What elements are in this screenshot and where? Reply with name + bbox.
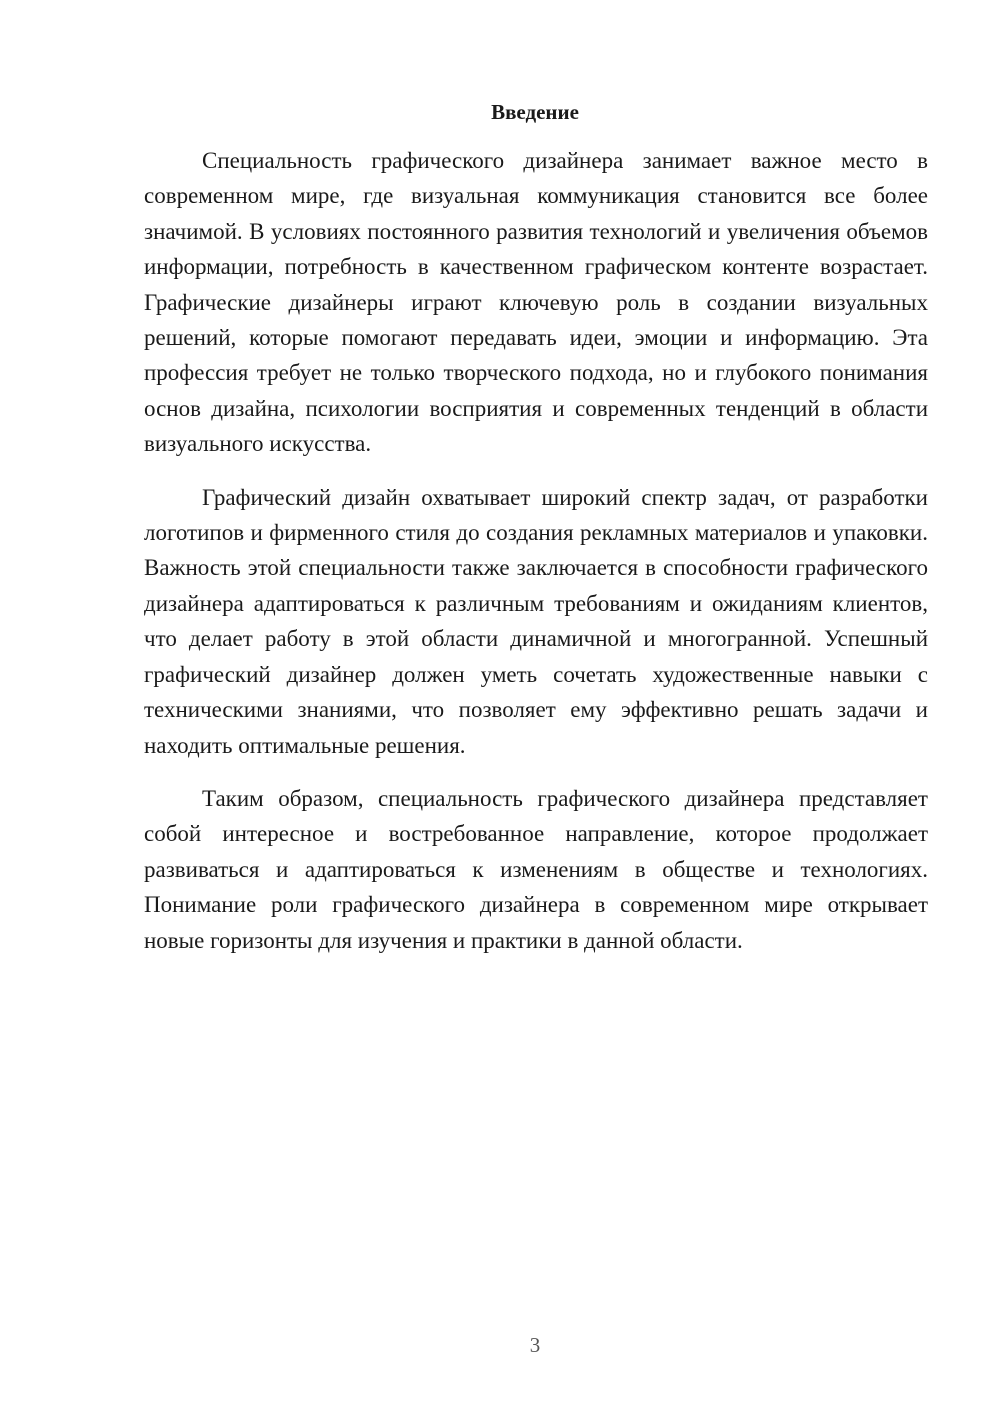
body-text: [144, 143, 928, 976]
page-title: Введение: [491, 100, 579, 124]
paragraph-1: Специальность графического дизайнера занимает важное место в современном мире, где визуальная коммуникация становится все более значимой. В условиях постоянного развития технологий и увеличения объемов информации, потребность в качественном графическом контенте возрастает. Графические дизайнеры играют ключевую роль в создании визуальных решений, которые помогают передавать идеи, эмоции и информацию. Эта профессия требует не только творческого подхода, но и глубокого понимания основ дизайна, психологии восприятия и современных тенденций в области визуального искусства.: [144, 148, 928, 457]
paragraph-3: Таким образом, специальность графического дизайнера представляет собой интересное и востребованное направление, которое продолжает развиваться и адаптироваться к изменениям в обществе и технологиях. Понимание роли графического дизайнера в современном мире открывает новые горизонты для изучения и практики в данной области.: [144, 785, 928, 953]
paragraph-2: Графический дизайн охватывает широкий спектр задач, от разработки логотипов и фирменного стиля до создания рекламных материалов и упаковки. Важность этой специальности также заключается в способности графического дизайнера адаптироваться к различным требованиям и ожиданиям клиентов, что делает работу в этой области динамичной и многогранной. Успешный графический дизайнер должен уметь сочетать художественные навыки с техническими знаниями, что позволяет ему эффективно решать задачи и находить оптимальные решения.: [144, 484, 928, 758]
page-number: 3: [529, 1333, 541, 1357]
